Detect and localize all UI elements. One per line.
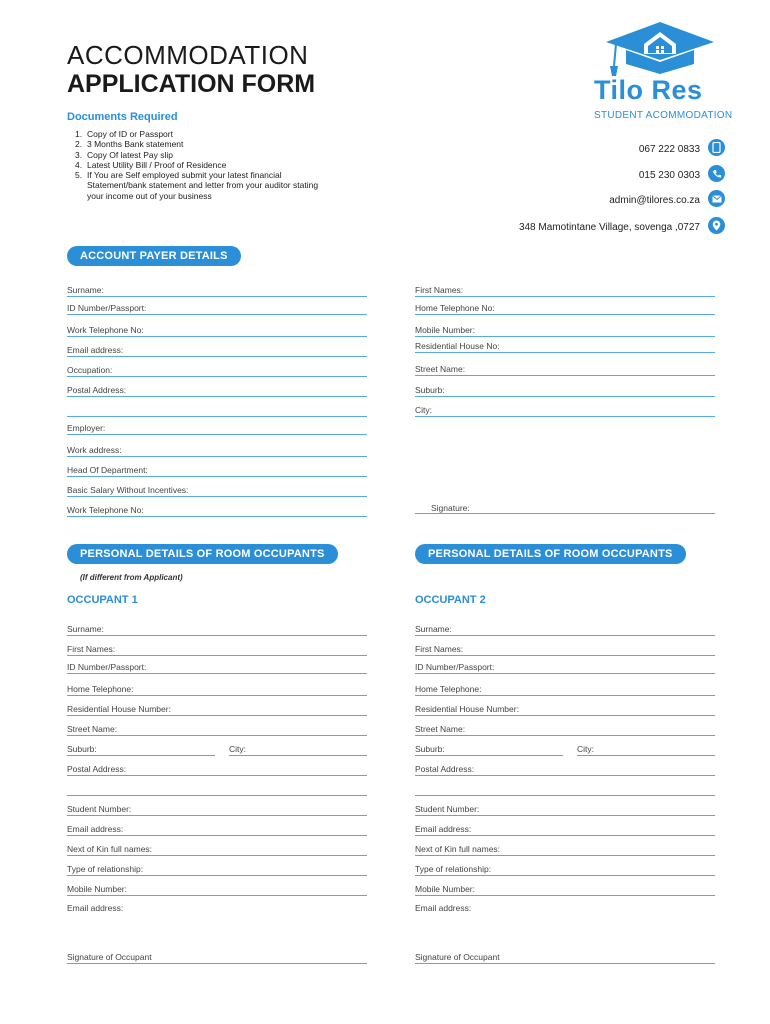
occupant2-city-field[interactable]: City:	[577, 743, 715, 756]
work-address-field[interactable]: Work address:	[67, 444, 367, 457]
occupant2-suburb-field[interactable]: Suburb:	[415, 743, 563, 756]
mobile-icon	[708, 139, 725, 156]
work-telephone-field[interactable]: Work Telephone No:	[67, 324, 367, 337]
location-pin-icon	[708, 217, 725, 234]
occupant2-postal-address-field[interactable]: Postal Address:	[415, 763, 715, 776]
id-number-field[interactable]: ID Number/Passport:	[67, 302, 367, 315]
account-payer-details-heading: ACCOUNT PAYER DETAILS	[67, 246, 241, 266]
mail-icon	[708, 190, 725, 207]
form-title-line1: ACCOMMODATION	[67, 40, 309, 70]
occupant1-postal-address-line2-field[interactable]	[67, 783, 367, 796]
documents-heading: Documents Required	[67, 111, 178, 123]
personal-details-heading-right: PERSONAL DETAILS OF ROOM OCCUPANTS	[415, 544, 686, 564]
document-item: 4. Latest Utility Bill / Proof of Residence	[75, 159, 227, 170]
occupation-field[interactable]: Occupation:	[67, 364, 367, 377]
contact-phone-1: 067 222 0833	[638, 144, 700, 155]
occupant2-student-number-field[interactable]: Student Number:	[415, 803, 715, 816]
document-item: 5. If You are Self employed submit your latest financial Statement/bank statement and letter from your auditor stating your income out of your business	[75, 170, 319, 201]
occupant2-mobile-field[interactable]: Mobile Number:	[415, 883, 715, 896]
phone-icon	[708, 165, 725, 182]
occupant1-street-name-field[interactable]: Street Name:	[67, 723, 367, 736]
first-names-field[interactable]: First Names:	[415, 284, 715, 297]
document-item: 2. 3 Months Bank statement	[75, 139, 184, 150]
graduation-cap-house-logo-icon	[604, 20, 716, 78]
occupant1-postal-address-field[interactable]: Postal Address:	[67, 763, 367, 776]
occupant-2-heading: OCCUPANT 2	[415, 594, 486, 606]
personal-details-heading-left: PERSONAL DETAILS OF ROOM OCCUPANTS	[67, 544, 338, 564]
suburb-field[interactable]: Suburb:	[415, 384, 715, 397]
occupant1-email2-field[interactable]: Email address:	[67, 903, 124, 913]
email-field[interactable]: Email address:	[67, 344, 367, 357]
postal-address-line2-field[interactable]	[67, 404, 367, 417]
occupant2-postal-address-line2-field[interactable]	[415, 783, 715, 796]
contact-email: admin@tilores.co.za	[609, 195, 700, 206]
documents-list	[75, 129, 325, 201]
occupant1-first-names-field[interactable]: First Names:	[67, 643, 367, 656]
occupant1-email-field[interactable]: Email address:	[67, 823, 367, 836]
occupant-1-heading: OCCUPANT 1	[67, 594, 138, 606]
head-of-department-field[interactable]: Head Of Department:	[67, 464, 367, 477]
city-field[interactable]: City:	[415, 404, 715, 417]
occupant1-relationship-field[interactable]: Type of relationship:	[67, 863, 367, 876]
occupant1-suburb-field[interactable]: Suburb:	[67, 743, 215, 756]
work-telephone-2-field[interactable]: Work Telephone No:	[67, 504, 367, 517]
occupant1-next-of-kin-field[interactable]: Next of Kin full names:	[67, 843, 367, 856]
logo-name: Tilo Res	[594, 75, 703, 105]
occupant2-street-name-field[interactable]: Street Name:	[415, 723, 715, 736]
contact-phone-2: 015 230 0303	[638, 170, 700, 181]
residential-house-no-field[interactable]: Residential House No:	[415, 340, 715, 353]
employer-field[interactable]: Employer:	[67, 422, 367, 435]
occupant1-city-field[interactable]: City:	[229, 743, 367, 756]
occupant2-signature-field[interactable]: Signature of Occupant	[415, 951, 715, 964]
occupant2-relationship-field[interactable]: Type of relationship:	[415, 863, 715, 876]
occupant2-email2-field[interactable]: Email address:	[415, 903, 472, 913]
occupant1-surname-field[interactable]: Surname:	[67, 623, 367, 636]
occupant1-residential-house-field[interactable]: Residential House Number:	[67, 703, 367, 716]
occupant1-id-field[interactable]: ID Number/Passport:	[67, 661, 367, 674]
form-title-line2: APPLICATION FORM	[67, 70, 316, 98]
home-telephone-field[interactable]: Home Telephone No:	[415, 302, 715, 315]
signature-field[interactable]: Signature:	[415, 502, 715, 514]
occupant2-next-of-kin-field[interactable]: Next of Kin full names:	[415, 843, 715, 856]
mobile-number-field[interactable]: Mobile Number:	[415, 324, 715, 337]
postal-address-field[interactable]: Postal Address:	[67, 384, 367, 397]
contact-address: 348 Mamotintane Village, sovenga ,0727	[518, 222, 700, 233]
occupant1-student-number-field[interactable]: Student Number:	[67, 803, 367, 816]
occupant2-first-names-field[interactable]: First Names:	[415, 643, 715, 656]
basic-salary-field[interactable]: Basic Salary Without Incentives:	[67, 484, 367, 497]
occupant2-surname-field[interactable]: Surname:	[415, 623, 715, 636]
logo-tagline: STUDENT ACOMMODATION	[594, 110, 733, 121]
document-item: 3. Copy Of latest Pay slip	[75, 149, 173, 160]
surname-field[interactable]: Surname:	[67, 284, 367, 297]
different-from-applicant-note: (If different from Applicant)	[80, 573, 183, 582]
occupant2-id-field[interactable]: ID Number/Passport:	[415, 661, 715, 674]
document-item: 1. Copy of ID or Passport	[75, 129, 173, 139]
occupant1-mobile-field[interactable]: Mobile Number:	[67, 883, 367, 896]
occupant1-signature-field[interactable]: Signature of Occupant	[67, 951, 367, 964]
occupant1-home-telephone-field[interactable]: Home Telephone:	[67, 683, 367, 696]
occupant2-residential-house-field[interactable]: Residential House Number:	[415, 703, 715, 716]
occupant2-home-telephone-field[interactable]: Home Telephone:	[415, 683, 715, 696]
occupant2-email-field[interactable]: Email address:	[415, 823, 715, 836]
street-name-field[interactable]: Street Name:	[415, 363, 715, 376]
